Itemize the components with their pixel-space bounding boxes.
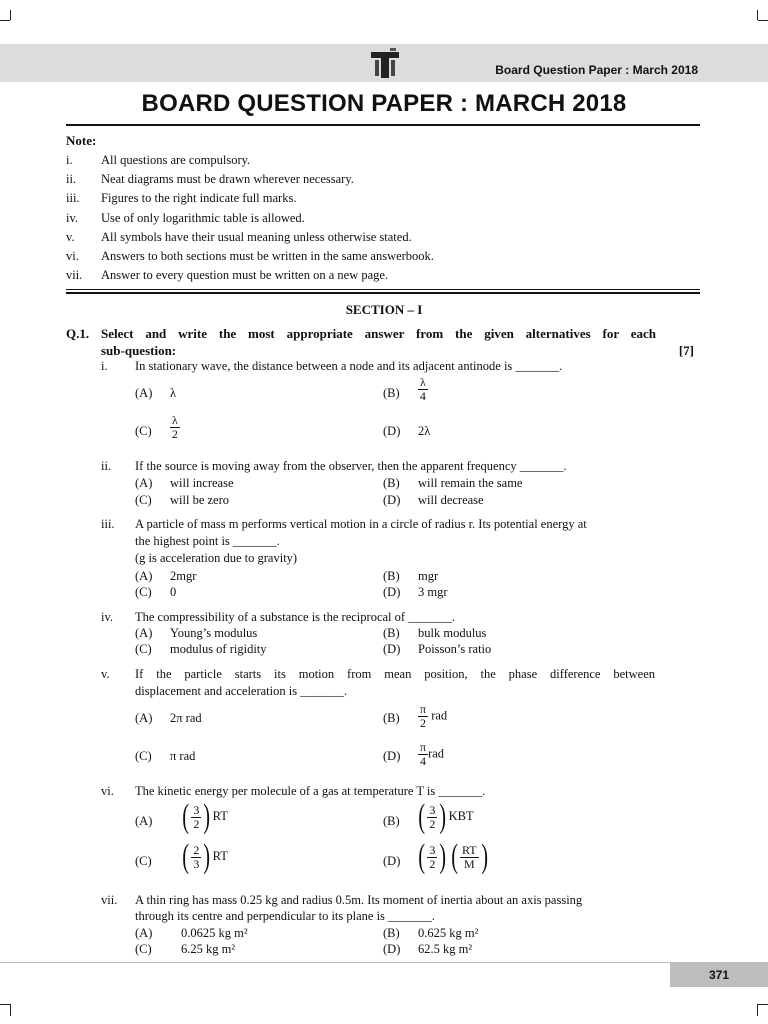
option-label: (D) bbox=[383, 493, 401, 507]
page-title: BOARD QUESTION PAPER : MARCH 2018 bbox=[141, 90, 627, 117]
option-label: (B) bbox=[383, 926, 400, 940]
question-instruction-line1: Select and write the most appropriate answer from the given alternatives for each bbox=[101, 326, 656, 341]
fraction-numerator: π bbox=[420, 702, 427, 716]
question-instruction-line2: sub-question: bbox=[101, 343, 177, 358]
sub-question-number: iv. bbox=[101, 610, 114, 624]
sub-question-number: vii. bbox=[101, 893, 118, 907]
section-heading: SECTION – I bbox=[345, 302, 423, 317]
option-label: (A) bbox=[135, 569, 153, 583]
crop-mark bbox=[0, 1004, 11, 1016]
sub-question-number: i. bbox=[101, 359, 108, 373]
sub-question-text: If the particle starts its motion from mean position, the phase difference between bbox=[135, 667, 655, 681]
option-text: modulus of rigidity bbox=[170, 642, 267, 656]
fraction-denominator: 2 bbox=[420, 716, 427, 730]
publisher-logo-icon bbox=[368, 46, 402, 80]
option-text: 62.5 kg m² bbox=[418, 942, 473, 956]
option-label: (A) bbox=[135, 711, 153, 725]
option-text: Young’s modulus bbox=[170, 626, 258, 640]
option-label: (C) bbox=[135, 749, 152, 763]
option-label: (C) bbox=[135, 854, 152, 868]
fraction-numerator: 3 bbox=[429, 842, 436, 857]
option-label: (C) bbox=[135, 642, 152, 656]
fraction-denominator: 2 bbox=[171, 427, 178, 441]
option-text: 0.0625 kg m² bbox=[181, 926, 248, 940]
option-label: (A) bbox=[135, 626, 153, 640]
sub-question-text: A thin ring has mass 0.25 kg and radius 0.5m. Its moment of inertia about an axis passing bbox=[135, 893, 583, 907]
option-text: 2π rad bbox=[170, 711, 202, 725]
section-rule-top bbox=[66, 289, 700, 290]
crop-mark bbox=[757, 1004, 768, 1016]
section-rule-bottom bbox=[66, 292, 700, 294]
option-text: will decrease bbox=[418, 493, 484, 507]
option-fraction bbox=[418, 376, 428, 403]
option-label: (A) bbox=[135, 386, 153, 400]
note-item-number: vi. bbox=[66, 249, 79, 263]
option-label: (B) bbox=[383, 626, 400, 640]
option-unit: rad bbox=[431, 708, 448, 723]
running-header: Board Question Paper : March 2018 bbox=[495, 63, 698, 77]
option-label: (B) bbox=[383, 569, 400, 583]
option-fraction bbox=[418, 703, 447, 730]
option-label: (B) bbox=[383, 386, 400, 400]
option-label: (C) bbox=[135, 585, 152, 599]
crop-mark bbox=[757, 10, 768, 20]
sub-question-text: If the source is moving away from the observer, then the apparent frequency _______. bbox=[135, 459, 567, 473]
fraction-numerator: 2 bbox=[193, 842, 200, 857]
note-item-text: All symbols have their usual meaning unless otherwise stated. bbox=[101, 229, 412, 244]
fraction-numerator: π bbox=[420, 740, 427, 754]
sub-question-number: vi. bbox=[101, 784, 114, 798]
option-label: (D) bbox=[383, 854, 401, 868]
sub-question-text: The kinetic energy per molecule of a gas at temperature T is _______. bbox=[135, 784, 486, 798]
option-unit: rad bbox=[428, 746, 445, 761]
option-label: (B) bbox=[383, 476, 400, 490]
option-label: (D) bbox=[383, 585, 401, 599]
fraction-denominator: 3 bbox=[193, 856, 200, 871]
option-label: (D) bbox=[383, 942, 401, 956]
option-text: will be zero bbox=[170, 493, 230, 507]
option-label: (B) bbox=[383, 814, 400, 828]
option-label: (A) bbox=[135, 926, 153, 940]
note-item-text: All questions are compulsory. bbox=[101, 153, 251, 167]
page-number: 371 bbox=[670, 963, 768, 987]
sub-question-number: v. bbox=[101, 667, 110, 681]
option-text: 0.625 kg m² bbox=[418, 926, 479, 940]
fraction-numerator: λ bbox=[420, 375, 426, 389]
note-item-number: v. bbox=[66, 229, 75, 244]
option-text: 0 bbox=[170, 585, 177, 599]
option-label: (B) bbox=[383, 711, 400, 725]
note-item-text: Figures to the right indicate full marks. bbox=[101, 191, 297, 206]
option-expression: ( $\frac{2}{3}$ ) RT bbox=[182, 838, 228, 875]
option-fraction bbox=[170, 414, 180, 441]
sub-question-text: the highest point is _______. bbox=[135, 534, 280, 548]
footer-rule bbox=[0, 962, 768, 963]
option-text: 6.25 kg m² bbox=[181, 942, 236, 956]
option-expression: ( $\frac{3}{2}$ ) ( $\frac{RT}{M}$ ) bbox=[418, 838, 488, 875]
option-tail: RT bbox=[212, 808, 228, 823]
question-marks: [7] bbox=[678, 343, 694, 358]
fraction-numerator: RT bbox=[461, 842, 477, 857]
option-text: bulk modulus bbox=[418, 626, 487, 640]
option-text: 2mgr bbox=[170, 569, 197, 583]
option-label: (A) bbox=[135, 814, 153, 828]
note-item-text: Answer to every question must be written on a new page. bbox=[101, 268, 389, 283]
note-item-number: i. bbox=[66, 153, 73, 167]
option-fraction bbox=[418, 741, 444, 768]
option-label: (D) bbox=[383, 642, 401, 656]
title-rule bbox=[66, 124, 700, 126]
option-text: π rad bbox=[170, 749, 196, 763]
option-text: Poisson’s ratio bbox=[418, 642, 492, 656]
note-item-text: Answers to both sections must be written in the same answerbook. bbox=[101, 249, 434, 263]
note-heading: Note: bbox=[66, 133, 97, 148]
fraction-denominator: 2 bbox=[193, 816, 200, 831]
option-expression: ( $\frac{3}{2}$ ) KBT bbox=[418, 798, 474, 835]
option-tail: KBT bbox=[448, 808, 474, 823]
fraction-numerator: 3 bbox=[429, 802, 436, 817]
sub-question-number: ii. bbox=[101, 459, 112, 473]
note-item-text: Neat diagrams must be drawn wherever necessary. bbox=[101, 172, 354, 187]
sub-question-text: A particle of mass m performs vertical motion in a circle of radius r. Its potential energy at bbox=[135, 517, 587, 531]
note-item-number: vii. bbox=[66, 268, 83, 283]
option-text: will increase bbox=[170, 476, 234, 490]
fraction-denominator: 2 bbox=[429, 816, 436, 831]
note-item-number: ii. bbox=[66, 172, 77, 187]
option-label: (D) bbox=[383, 749, 401, 763]
option-label: (C) bbox=[135, 942, 152, 956]
option-text: will remain the same bbox=[418, 476, 523, 490]
sub-question-text: displacement and acceleration is _______. bbox=[135, 684, 348, 698]
fraction-denominator: M bbox=[463, 856, 475, 871]
fraction-numerator: λ bbox=[172, 413, 178, 427]
sub-question-number: iii. bbox=[101, 517, 115, 531]
sub-question-text: The compressibility of a substance is the reciprocal of _______. bbox=[135, 610, 456, 624]
sub-question-text: In stationary wave, the distance between a node and its adjacent antinode is _______. bbox=[135, 359, 563, 373]
option-label: (D) bbox=[383, 424, 401, 438]
crop-mark bbox=[0, 10, 11, 20]
option-tail: RT bbox=[212, 848, 228, 863]
option-text: λ bbox=[170, 386, 177, 400]
sub-question-text: through its centre and perpendicular to its plane is _______. bbox=[135, 909, 435, 923]
option-text: mgr bbox=[418, 569, 439, 583]
fraction-numerator: 3 bbox=[193, 802, 200, 817]
fraction-denominator: 4 bbox=[420, 754, 427, 768]
option-label: (C) bbox=[135, 424, 152, 438]
fraction-denominator: 4 bbox=[419, 389, 426, 403]
crop-mark bbox=[758, 20, 768, 21]
note-item-number: iv. bbox=[66, 210, 79, 225]
option-text: 3 mgr bbox=[418, 585, 448, 599]
sub-question-text: (g is acceleration due to gravity) bbox=[135, 551, 298, 565]
note-item-number: iii. bbox=[66, 191, 80, 206]
option-expression: ( $\frac{3}{2}$ ) RT bbox=[182, 798, 228, 835]
option-label: (A) bbox=[135, 476, 153, 490]
option-label: (C) bbox=[135, 493, 152, 507]
note-item-text: Use of only logarithmic table is allowed. bbox=[101, 210, 305, 225]
option-text: 2λ bbox=[418, 424, 431, 438]
question-number: Q.1. bbox=[66, 326, 90, 341]
fraction-denominator: 2 bbox=[429, 856, 436, 871]
crop-mark bbox=[0, 20, 10, 21]
